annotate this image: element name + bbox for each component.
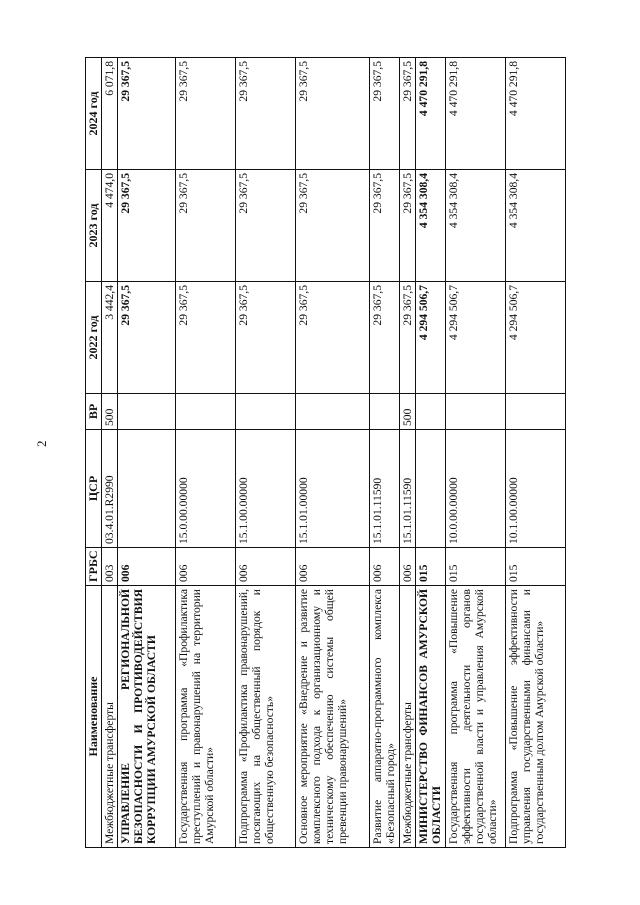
cell-name: УПРАВЛЕНИЕ РЕГИОНАЛЬНОЙ БЕЗОПАСНОСТИ И ПРОТИВОДЕЙСТВИЯ КОРРУПЦИИ АМУРСКОЙ ОБЛАСТИ — [118, 586, 176, 848]
cell-csr: 15.1.01.00000 — [296, 430, 370, 548]
cell-grbs: 015 — [446, 548, 506, 586]
cell-csr: 03.4.01.R2990 — [102, 430, 118, 548]
cell-name: Государственная программа «Повышение эффективности деятельности органов государственной власти и управления Амурской области» — [446, 586, 506, 848]
cell-2024: 4 470 291,8 — [416, 58, 446, 170]
cell-grbs: 006 — [370, 548, 400, 586]
table-row — [370, 58, 400, 848]
cell-vr — [176, 394, 236, 430]
cell-2023: 29 367,5 — [176, 170, 236, 282]
header-2024: 2024 год — [86, 58, 102, 170]
table-row — [400, 58, 416, 848]
cell-vr: 500 — [400, 394, 416, 430]
cell-csr: 10.1.00.00000 — [506, 430, 566, 548]
table-row — [446, 58, 506, 848]
cell-grbs: 006 — [400, 548, 416, 586]
cell-2024: 29 367,5 — [118, 58, 176, 170]
cell-2024: 6 071,8 — [102, 58, 118, 170]
cell-vr — [236, 394, 296, 430]
cell-2022: 4 294 506,7 — [446, 282, 506, 394]
cell-2023: 4 354 308,4 — [506, 170, 566, 282]
cell-2024: 29 367,5 — [296, 58, 370, 170]
header-2022: 2022 год — [86, 282, 102, 394]
cell-2024: 29 367,5 — [236, 58, 296, 170]
table-header-row — [86, 58, 102, 848]
cell-2024: 29 367,5 — [400, 58, 416, 170]
cell-2022: 29 367,5 — [370, 282, 400, 394]
budget-table — [85, 57, 566, 848]
cell-csr: 15.0.00.00000 — [176, 430, 236, 548]
cell-vr — [296, 394, 370, 430]
cell-vr — [506, 394, 566, 430]
cell-2022: 29 367,5 — [236, 282, 296, 394]
cell-2024: 29 367,5 — [370, 58, 400, 170]
cell-vr — [370, 394, 400, 430]
cell-2023: 29 367,5 — [118, 170, 176, 282]
cell-vr — [446, 394, 506, 430]
cell-vr: 500 — [102, 394, 118, 430]
cell-csr: 15.1.00.00000 — [236, 430, 296, 548]
header-vr: ВР — [86, 394, 102, 430]
header-grbs: ГРБС — [86, 548, 102, 586]
cell-csr: 15.1.01.11590 — [370, 430, 400, 548]
cell-2024: 4 470 291,8 — [446, 58, 506, 170]
cell-2022: 4 294 506,7 — [416, 282, 446, 394]
cell-2023: 29 367,5 — [236, 170, 296, 282]
table-row — [118, 58, 176, 848]
cell-name: Подпрограмма «Профилактика правонарушений, посягающих на общественный порядок и общественную безопасность» — [236, 586, 296, 848]
cell-2024: 4 470 291,8 — [506, 58, 566, 170]
cell-2023: 29 367,5 — [400, 170, 416, 282]
cell-grbs: 006 — [296, 548, 370, 586]
cell-csr: 10.0.00.00000 — [446, 430, 506, 548]
table-body — [102, 58, 566, 848]
cell-csr — [416, 430, 446, 548]
cell-name: Межбюджетные трансферты — [102, 586, 118, 848]
header-name: Наименование — [86, 586, 102, 848]
cell-name: МИНИСТЕРСТВО ФИНАНСОВ АМУРСКОЙ ОБЛАСТИ — [416, 586, 446, 848]
cell-grbs: 006 — [176, 548, 236, 586]
cell-2023: 4 354 308,4 — [446, 170, 506, 282]
table-row — [416, 58, 446, 848]
cell-grbs: 006 — [236, 548, 296, 586]
cell-name: Государственная программа «Профилактика преступлений и правонарушений на территории Амурской области» — [176, 586, 236, 848]
cell-grbs: 003 — [102, 548, 118, 586]
table-row — [236, 58, 296, 848]
cell-2022: 3 442,4 — [102, 282, 118, 394]
cell-2022: 29 367,5 — [118, 282, 176, 394]
cell-name: Развитие аппаратно-программного комплекса «Безопасный город» — [370, 586, 400, 848]
table-row — [176, 58, 236, 848]
cell-2022: 29 367,5 — [176, 282, 236, 394]
table-row — [296, 58, 370, 848]
cell-csr — [118, 430, 176, 548]
cell-grbs: 006 — [118, 548, 176, 586]
table-row — [102, 58, 118, 848]
cell-2024: 29 367,5 — [176, 58, 236, 170]
cell-2023: 4 474,0 — [102, 170, 118, 282]
cell-vr — [118, 394, 176, 430]
cell-2022: 29 367,5 — [296, 282, 370, 394]
cell-csr: 15.1.01.11590 — [400, 430, 416, 548]
table-row — [506, 58, 566, 848]
header-csr: ЦСР — [86, 430, 102, 548]
cell-grbs: 015 — [506, 548, 566, 586]
cell-2023: 29 367,5 — [296, 170, 370, 282]
page-number: 2 — [34, 440, 49, 447]
rotated-table-container — [85, 58, 591, 848]
cell-name: Основное мероприятие «Внедрение и развитие комплексного подхода к организационному и техническому обеспечению системы общей превенции правонарушений» — [296, 586, 370, 848]
cell-2023: 4 354 308,4 — [416, 170, 446, 282]
cell-2023: 29 367,5 — [370, 170, 400, 282]
cell-2022: 29 367,5 — [400, 282, 416, 394]
cell-grbs: 015 — [416, 548, 446, 586]
cell-2022: 4 294 506,7 — [506, 282, 566, 394]
cell-vr — [416, 394, 446, 430]
header-2023: 2023 год — [86, 170, 102, 282]
cell-name: Межбюджетные трансферты — [400, 586, 416, 848]
cell-name: Подпрограмма «Повышение эффективности управления государственными финансами и государственным долгом Амурской области» — [506, 586, 566, 848]
